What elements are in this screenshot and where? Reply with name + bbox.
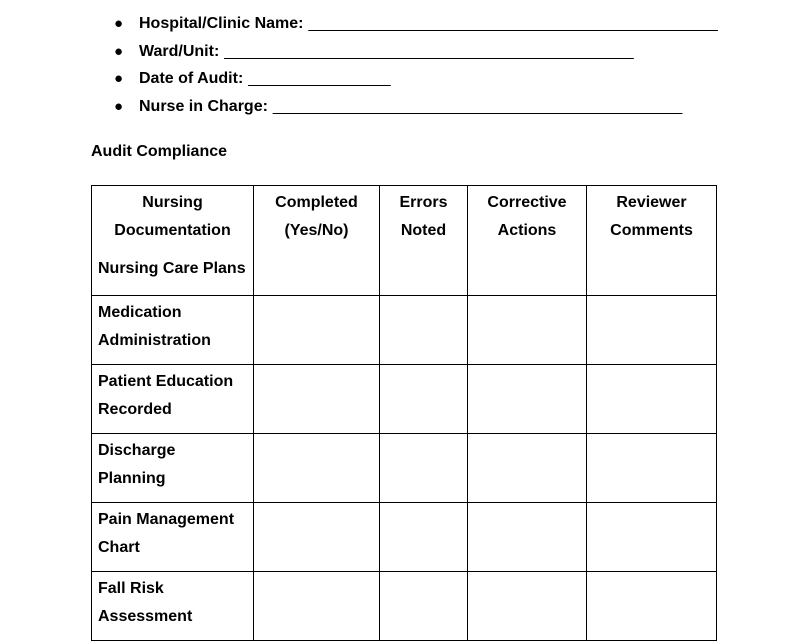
row-label-discharge-planning: Discharge Planning — [92, 434, 254, 503]
table-row — [92, 296, 717, 365]
completed-cell[interactable] — [254, 503, 380, 572]
completed-cell[interactable] — [254, 434, 380, 503]
header-text: Documentation — [114, 222, 231, 239]
comments-cell[interactable] — [587, 434, 717, 503]
actions-cell[interactable] — [468, 434, 587, 503]
field-ward-unit — [114, 41, 718, 69]
comments-cell[interactable] — [587, 365, 717, 434]
bullet-icon: ● — [114, 97, 124, 115]
bullet-icon: ● — [114, 42, 124, 60]
header-text: Corrective — [487, 194, 567, 211]
header-errors-noted — [380, 186, 468, 296]
table-row — [92, 365, 717, 434]
fill-in-line[interactable]: ______________________________________________ — [224, 42, 634, 60]
comments-cell[interactable] — [587, 572, 717, 641]
errors-cell[interactable] — [380, 365, 468, 434]
errors-cell[interactable] — [380, 434, 468, 503]
errors-cell[interactable] — [380, 296, 468, 365]
fill-in-line[interactable]: ________________ — [248, 70, 391, 88]
header-text: Comments — [610, 222, 693, 239]
header-text: Noted — [400, 222, 447, 239]
table-row — [92, 572, 717, 641]
field-hospital-name — [114, 13, 718, 41]
header-text: Errors — [399, 194, 448, 211]
comments-cell[interactable] — [587, 503, 717, 572]
section-title: Audit Compliance — [91, 143, 228, 160]
comments-cell[interactable] — [587, 296, 717, 365]
row-label-pain-management: Pain Management Chart — [92, 503, 254, 572]
bullet-icon: ● — [114, 15, 124, 32]
header-nursing-documentation — [92, 186, 254, 296]
completed-cell[interactable] — [254, 365, 380, 434]
completed-cell[interactable] — [254, 572, 380, 641]
field-nurse-in-charge — [114, 96, 718, 124]
actions-cell[interactable] — [468, 572, 587, 641]
table-row — [92, 503, 717, 572]
errors-cell[interactable] — [380, 572, 468, 641]
errors-cell[interactable] — [380, 503, 468, 572]
fill-in-line[interactable]: ______________________________________________ — [308, 15, 718, 32]
actions-cell[interactable] — [468, 365, 587, 434]
field-date-of-audit — [114, 68, 718, 96]
header-text: Actions — [497, 222, 557, 239]
bullet-icon: ● — [114, 70, 124, 88]
field-label: Date of Audit: — [139, 70, 244, 88]
actions-cell[interactable] — [468, 503, 587, 572]
header-corrective-actions — [468, 186, 587, 296]
field-label: Ward/Unit: — [139, 42, 220, 60]
header-text: (Yes/No) — [284, 222, 349, 239]
header-text: Reviewer — [616, 194, 687, 211]
fill-in-line[interactable]: ______________________________________________ — [272, 97, 683, 115]
row-label-medication-administration: Medication Administration — [92, 296, 254, 365]
field-label: Nurse in Charge: — [139, 97, 268, 115]
header-reviewer-comments — [587, 186, 717, 296]
table-header-row — [92, 186, 717, 296]
actions-cell[interactable] — [468, 296, 587, 365]
table-row — [92, 434, 717, 503]
completed-cell[interactable] — [254, 296, 380, 365]
header-text: Completed — [275, 194, 358, 211]
field-label: Hospital/Clinic Name: — [139, 15, 304, 32]
audit-compliance-table — [91, 185, 717, 641]
header-field-list — [114, 13, 718, 123]
header-text: Nursing — [142, 194, 203, 211]
row-label-patient-education: Patient Education Recorded — [92, 365, 254, 434]
row-label-fall-risk: Fall Risk Assessment — [92, 572, 254, 641]
header-completed — [254, 186, 380, 296]
row-label-nursing-care-plans: Nursing Care Plans — [98, 260, 246, 277]
